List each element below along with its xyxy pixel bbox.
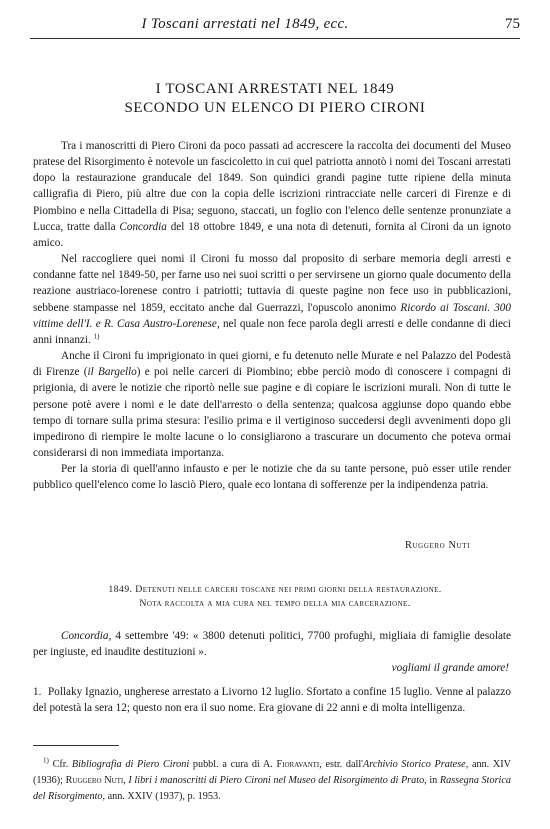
paragraph-3-italic: il Bargello [87, 366, 137, 379]
footnote-text [33, 757, 511, 805]
article-title [30, 80, 520, 118]
section-heading-line-1 [30, 583, 520, 597]
paragraph-1-italic: Concordia [119, 220, 167, 233]
article-body [33, 138, 511, 493]
running-head-title: I Toscani arrestati nel 1849, ecc. [141, 16, 349, 32]
section-heading-line-2: Nota raccolta a mia cura nel tempo della mia carcerazione. [139, 598, 411, 609]
quotation-closing: vogliami il grande amore! [391, 662, 509, 675]
footnote-mark: 1) [43, 756, 49, 765]
list-entry [33, 684, 511, 716]
article-title-line-2: SECONDO UN ELENCO DI PIERO CIRONI [124, 100, 426, 116]
footnote-italic-3: I libri i manoscritti di Piero Cironi nel Museo del Risorgimento di Prato [128, 775, 425, 786]
section-heading-year: 1849. [108, 584, 133, 595]
paragraph-4: Per la storia di quell'anno infausto e per le notizie che da su tante persone, può esser utile render pubblico quell'elenco come lo lasciò Piero, quale eco lontana di sofferenze per la indipendenza patria. [33, 463, 511, 492]
footnote-italic-2: Archivio Storico Pratese [363, 759, 466, 770]
footnote-part: , in [424, 775, 440, 786]
footnote-smallcaps-2: Ruggero Nuti [65, 775, 124, 786]
list-entry-text [33, 684, 511, 716]
article-title-line-1: I TOSCANI ARRESTATI NEL 1849 [155, 81, 395, 97]
paragraph-3 [33, 348, 511, 461]
footnote-part: pubbl. a cura di A. [189, 759, 277, 770]
author-signature: Ruggero Nuti [405, 540, 471, 551]
footnote-part: , estr. dall' [319, 759, 364, 770]
list-entry-number: 1. [33, 686, 42, 698]
footnote-reference[interactable]: 1) [93, 332, 100, 341]
footnote-smallcaps-1: Fioravanti [276, 759, 320, 770]
paragraph-2 [33, 251, 511, 348]
footnote-part: , ann. XXIV (1937), p. 1953. [102, 791, 221, 802]
running-head [30, 16, 520, 39]
footnote-italic-1: Bibliografia di Piero Cironi [71, 759, 190, 770]
paragraph-1-text-end: del 18 ottobre 1849, e una nota di detenuti, fornita al Cironi da un ignoto amico. [33, 220, 511, 249]
paragraph-3-text: Anche il Cironi fu imprigionato in quei giorni, e fu detenuto nelle Murate e nel Palazzo del Podestà di Firenze ( [33, 350, 511, 379]
list-entry-body: Pollaky Ignazio, ungherese arrestato a Livorno 12 luglio. Sfortato a confine 15 luglio. Venne al palazzo del potestà la sera 12; questo non era il suo nome. Era giovane di 22 anni e di molta intelligenza. [33, 686, 511, 715]
footnote-part: Cfr. [52, 759, 72, 770]
paragraph-3-text-end: ) e poi nelle carceri di Piombino; ebbe perciò modo di conoscere i compagni di prigionia, di avere le notizie che riportò nelle sue pagine e di copiare le iscrizioni murali. Non di tutte le persone potè avere i nomi e le date dell'arresto o della sentenza; qualcosa aggiunse dopo quando ebbe tempo di tornare sulla prima stesura: l'esilio prima e il vertiginoso succedersi degli avvenimenti dopo gli impedirono di riempire le molte lacune o lo consigliarono a trascurare un documento che poteva ormai considerarsi di non immediata importanza. [33, 366, 511, 459]
quotation-text [33, 628, 511, 660]
footnote-italic-4: Rassegna Storica del Risorgimento [33, 775, 511, 802]
paragraph-2-text: Nel raccogliere quei nomi il Cironi fu mosso dal proposito di serbare memoria degli arresti e condanne fatte nel 1849-50, per farne uso nei suoi scritti o per servirsene un giorno quale documento della reazione austriaco-lorenese contro i patriotti; tuttavia di queste pagine non fece uso in pubblicazioni, sebbene stampasse nel 1859, eccitato anche dal Guerrazzi, l'opuscolo anonimo [33, 253, 511, 314]
footnote-part: , [123, 775, 129, 786]
quotation [33, 628, 511, 676]
paragraph-1-text: Tra i manoscritti di Piero Cironi da poco passati ad accrescere la raccolta dei documenti del Museo pratese del Risorgimento è notevole un fascicoletto in cui quel patriotta annotò i nomi dei Toscani arrestati dopo la restaurazione granducale del 1849. Son quindici grandi pagine tutte ripiene della minuta calligrafia di Piero, più altre due con la copia delle iscrizioni rintracciate nelle carceri di Firenze e di Piombino e nella Cittadella di Pisa; seguono, staccati, un foglio con l'elenco delle sentenze pronunziate a Lucca, tratte dalla [33, 140, 511, 233]
page-number: 75 [505, 16, 520, 32]
section-heading-text-1: Detenuti nelle carceri toscane nei primi giorni della restaurazione. [135, 584, 442, 595]
paragraph-1 [33, 138, 511, 251]
section-heading [30, 583, 520, 611]
paragraph-2-text-end: , nel quale non fece parola degli arresti e delle condanne di dieci anni innanzi. [33, 317, 511, 346]
footnote-part: , ann. XIV (1936); [33, 759, 512, 786]
footnote [33, 757, 511, 805]
footnote-divider [33, 745, 119, 746]
quotation-source: Concordia [61, 630, 109, 642]
quotation-body: , 4 settembre '49: « 3800 detenuti politici, 7700 profughi, migliaia di famiglie desolate per ingiuste, ed inaudite destituzioni ». [33, 630, 511, 659]
paragraph-2-italic: Ricordo ai Toscani. 300 vittime dell'I. e R. Casa Austro-Lorenese [33, 301, 511, 330]
